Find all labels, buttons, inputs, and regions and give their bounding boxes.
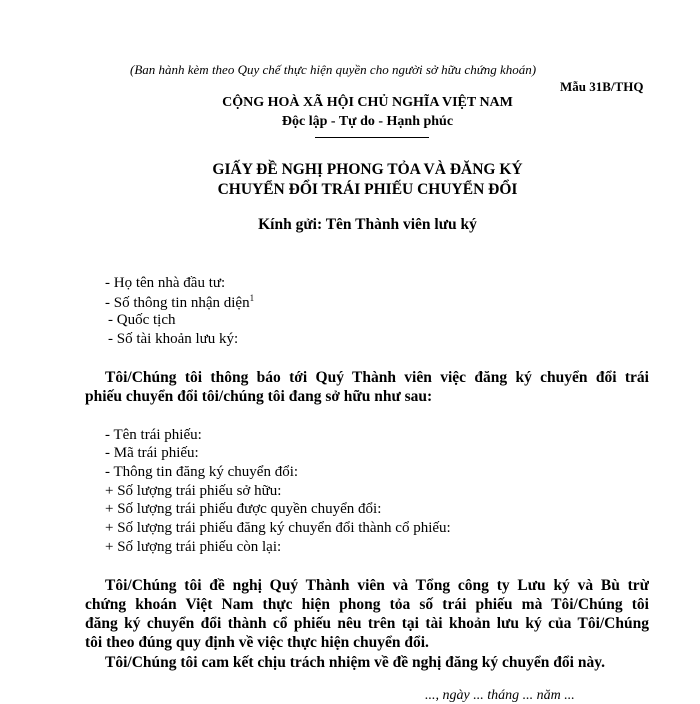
request-paragraph <box>85 576 649 652</box>
notice-line: Tôi/Chúng tôi thông báo tới Quý Thành viên việc đăng ký chuyển đổi trái <box>105 369 649 386</box>
addressee: Kính gửi: Tên Thành viên lưu ký <box>258 216 477 233</box>
qty-owned-field: + Số lượng trái phiếu sở hữu: <box>105 483 282 499</box>
bond-name-field: - Tên trái phiếu: <box>105 427 202 443</box>
notice-paragraph <box>85 368 649 406</box>
investor-id-label: - Số thông tin nhận diện <box>105 295 250 311</box>
national-motto: Độc lập - Tự do - Hạnh phúc <box>281 114 454 129</box>
issuance-note: (Ban hành kèm theo Quy chế thực hiện quyền cho người sở hữu chứng khoán) <box>130 62 537 77</box>
commitment-paragraph <box>85 653 649 672</box>
form-code: Mẫu 31B/THQ <box>560 79 644 94</box>
investor-id-field <box>105 293 254 312</box>
qty-remaining-field: + Số lượng trái phiếu còn lại: <box>105 539 282 555</box>
bond-code-field: - Mã trái phiếu: <box>105 445 199 461</box>
request-line: tôi theo đúng quy định về việc thực hiện chuyển đổi. <box>85 634 429 651</box>
request-line: chứng khoán Việt Nam thực hiện phong tỏa số trái phiếu mà Tôi/Chúng tôi <box>85 596 649 613</box>
qty-eligible-field: + Số lượng trái phiếu được quyền chuyển đổi: <box>105 501 382 517</box>
account-field: - Số tài khoản lưu ký: <box>108 331 239 347</box>
national-title: CỘNG HOÀ XÃ HỘI CHỦ NGHĨA VIỆT NAM <box>222 95 513 110</box>
nationality-field: - Quốc tịch <box>108 312 176 328</box>
motto-underline <box>315 137 429 138</box>
document-title-line1: GIẤY ĐỀ NGHỊ PHONG TỎA VÀ ĐĂNG KÝ <box>212 161 523 178</box>
qty-registered-field: + Số lượng trái phiếu đăng ký chuyển đổi thành cổ phiếu: <box>105 520 451 536</box>
conversion-info-field: - Thông tin đăng ký chuyển đổi: <box>105 464 299 480</box>
request-line: đăng ký chuyển đổi thành cổ phiếu nêu trên tại tài khoản lưu ký của Tôi/Chúng <box>85 615 649 632</box>
document-title-line2: CHUYỂN ĐỔI TRÁI PHIẾU CHUYỂN ĐỔI <box>217 181 518 198</box>
date-line: ..., ngày ... tháng ... năm ... <box>425 688 575 703</box>
footnote-marker: 1 <box>249 293 255 303</box>
request-line: Tôi/Chúng tôi đề nghị Quý Thành viên và Tổng công ty Lưu ký và Bù trừ <box>105 577 649 594</box>
investor-name-field: - Họ tên nhà đầu tư: <box>105 275 226 291</box>
commitment-line: Tôi/Chúng tôi cam kết chịu trách nhiệm về đề nghị đăng ký chuyển đổi này. <box>105 654 605 671</box>
notice-line: phiếu chuyển đổi tôi/chúng tôi đang sở hữu như sau: <box>85 388 433 405</box>
